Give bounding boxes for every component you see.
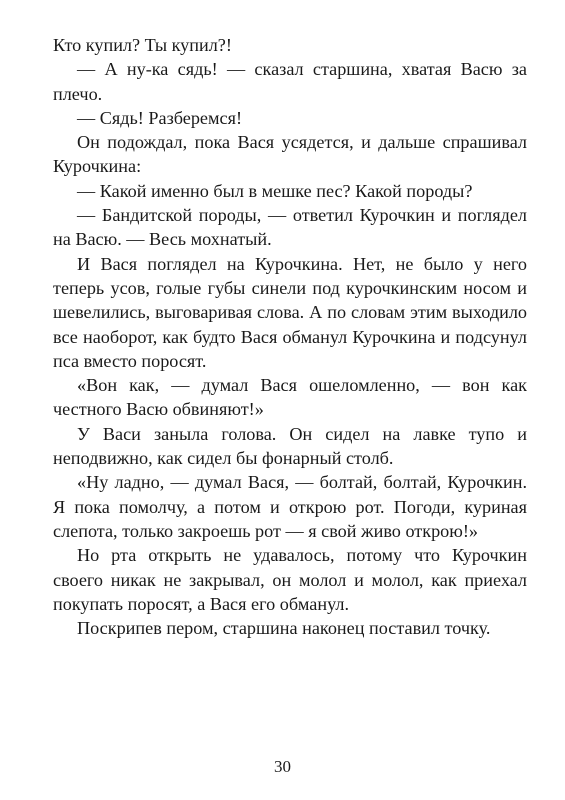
paragraph: «Вон как, — думал Вася ошеломленно, — вон как честного Васю обвиняют!»: [53, 375, 527, 420]
paragraph: Но рта открыть не удавалось, потому что Курочкин своего никак не закрывал, он молол и молол, как приехал покупать поросят, а Вася его обманул.: [53, 545, 527, 614]
paragraph: Он подождал, пока Вася усядется, и дальше спрашивал Курочкина:: [53, 132, 527, 177]
paragraph: — А ну-ка сядь! — сказал старшина, хватая Васю за плечо.: [53, 59, 527, 104]
paragraph: «Ну ладно, — думал Вася, — болтай, болтай, Курочкин. Я пока помолчу, а потом и открою рот. Погоди, куриная слепота, только закроешь рот — я свой живо открою!»: [53, 472, 527, 541]
paragraph: Поскрипев пером, старшина наконец поставил точку.: [77, 618, 491, 639]
paragraph: — Бандитской породы, — ответил Курочкин и поглядел на Васю. — Весь мохнатый.: [53, 205, 527, 250]
paragraph: Кто купил? Ты купил?!: [53, 35, 232, 55]
body-text: [53, 33, 527, 640]
paragraph: И Вася поглядел на Курочкина. Нет, не было у него теперь усов, голые губы синели под курочкинским носом и шевелились, выговаривая слова. А по словам этим выходило все наоборот, как будто Вася обманул Курочкина и подсунул пса вместо поросят.: [53, 253, 527, 371]
paragraph: У Васи заныла голова. Он сидел на лавке тупо и неподвижно, как сидел бы фонарный столб.: [53, 423, 527, 469]
page-number: 30: [274, 757, 291, 776]
paragraph: — Сядь! Разберемся!: [77, 107, 243, 128]
paragraph: — Какой именно был в мешке пес? Какой породы?: [77, 180, 473, 201]
